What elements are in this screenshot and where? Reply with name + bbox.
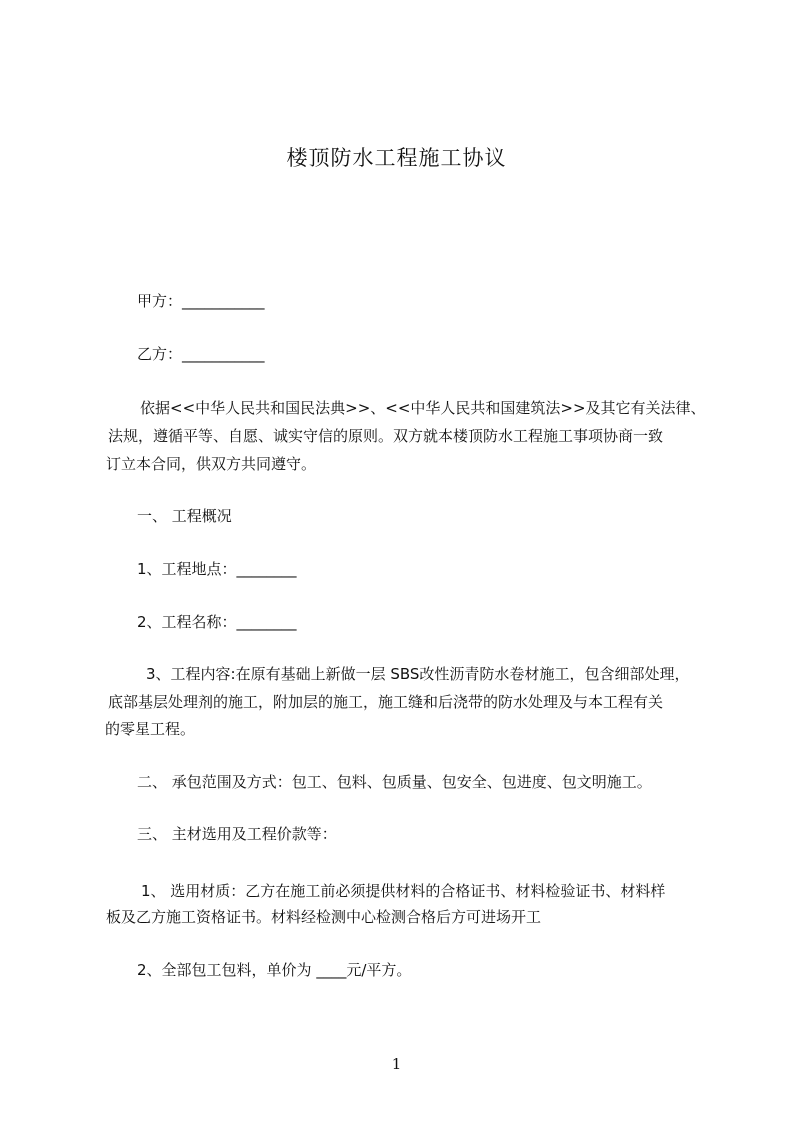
- party-a-line: 甲方：___________: [137, 292, 265, 310]
- party-b-line: 乙方：___________: [137, 345, 265, 363]
- item-3-line-1: 3、工程内容:在原有基础上新做一层 SBS改性沥青防水卷材施工，包含细部处理，: [146, 665, 690, 683]
- material-line-1: 1、 选用材质：乙方在施工前必须提供材料的合格证书、材料检验证书、材料样: [141, 882, 666, 900]
- intro-line-1: 依据<<中华人民共和国民法典>>、<<中华人民共和国建筑法>>及其它有关法律、: [140, 399, 706, 417]
- section-3-heading: 三、 主材选用及工程价款等：: [137, 825, 337, 843]
- intro-line-2: 法规，遵循平等、自愿、诚实守信的原则。双方就本楼顶防水工程施工事项协商一致: [108, 427, 664, 445]
- page-number: 1: [391, 1055, 402, 1073]
- section-1-heading: 一、 工程概况: [137, 507, 232, 525]
- item-1-location: 1、工程地点：________: [137, 560, 297, 578]
- material-line-2: 板及乙方施工资格证书。材料经检测中心检测合格后方可进场开工: [106, 908, 542, 926]
- section-2-scope: 二、 承包范围及方式：包工、包料、包质量、包安全、包进度、包文明施工。: [137, 773, 652, 791]
- item-3-line-3: 的零星工程。: [105, 720, 196, 738]
- document-title: 楼顶防水工程施工协议: [286, 146, 507, 170]
- item-2-name: 2、工程名称：________: [137, 613, 297, 631]
- item-3-line-2: 底部基层处理剂的施工，附加层的施工，施工缝和后浇带的防水处理及与本工程有关: [108, 693, 664, 711]
- price-line: 2、全部包工包料，单价为 ____元/平方。: [137, 961, 412, 979]
- intro-line-3: 订立本合同，供双方共同遵守。: [106, 455, 317, 473]
